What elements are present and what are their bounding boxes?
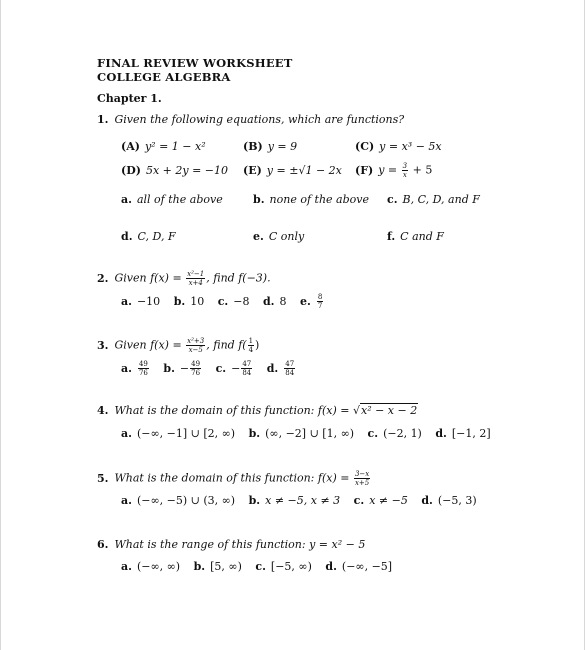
answer-1d <box>121 230 176 243</box>
fraction-denominator: 4 <box>248 346 254 354</box>
answers-6 <box>121 560 402 573</box>
answer-text: (−∞, −1] ∪ [2, ∞) <box>136 427 236 440</box>
answer-text: C, D, F <box>137 230 176 243</box>
function-pre: f(x) = <box>317 404 350 417</box>
answer-text: [5, ∞) <box>210 560 242 573</box>
equation-text-post: + 5 <box>412 163 433 177</box>
question-4 <box>97 404 418 417</box>
fraction <box>402 162 408 179</box>
answer-4b <box>249 427 354 440</box>
fraction-numerator: x²+3 <box>187 337 205 345</box>
answer-text: [−1, 2] <box>451 427 491 440</box>
equation-text: y = 9 <box>267 140 298 153</box>
answer-1c <box>387 193 480 206</box>
answers-2 <box>121 293 334 310</box>
equation-a <box>121 140 206 153</box>
fraction <box>186 270 205 287</box>
answer-3c <box>216 362 254 375</box>
answer-4c <box>368 427 422 440</box>
equation-label: (B) <box>243 140 263 153</box>
fraction <box>190 360 201 377</box>
question-number: 3. <box>97 338 109 352</box>
answer-label: b. <box>173 294 186 308</box>
answer-text: [−5, ∞) <box>270 560 312 573</box>
answer-2d <box>263 295 287 308</box>
answers-4 <box>121 427 501 440</box>
fraction <box>354 470 370 487</box>
answer-5c <box>354 494 408 507</box>
equation-label: (C) <box>355 140 375 153</box>
answer-text: 10 <box>190 294 205 308</box>
fraction-numerator: 1 <box>248 337 254 345</box>
question-text-pre: Given f(x) = <box>114 338 182 352</box>
worksheet-title <box>97 56 293 84</box>
radical-sign: √ <box>352 404 360 417</box>
answer-label: a. <box>121 361 132 375</box>
answer-label: b. <box>248 427 261 440</box>
answer-label: c. <box>255 560 266 573</box>
question-number: 5. <box>97 471 109 485</box>
answer-text: (−∞, −5) ∪ (3, ∞) <box>136 494 236 507</box>
fraction-denominator: 84 <box>242 369 252 377</box>
answer-6d <box>325 560 392 573</box>
fraction <box>317 293 323 310</box>
title-line-1: FINAL REVIEW WORKSHEET <box>97 56 293 70</box>
question-2 <box>97 270 271 287</box>
answer-1a <box>121 193 223 206</box>
answer-text: (−∞, ∞) <box>136 560 181 573</box>
title-line-2: COLLEGE ALGEBRA <box>97 70 231 84</box>
fraction <box>284 360 295 377</box>
fraction-numerator: 47 <box>242 360 252 368</box>
answer-5d <box>421 494 476 507</box>
chapter-heading: Chapter 1. <box>97 92 162 105</box>
answer-text: none of the above <box>269 193 369 206</box>
question-text-post: , find f(−3). <box>206 271 271 285</box>
function-pre: f(x) = <box>317 471 350 485</box>
answer-label: e. <box>300 294 311 308</box>
fraction-denominator: 76 <box>191 369 201 377</box>
equation-label: (E) <box>243 164 262 177</box>
answer-1e <box>253 230 304 243</box>
answer-text: (∞, −2] ∪ [1, ∞) <box>265 427 355 440</box>
equation-text-pre: y = <box>378 163 398 177</box>
answer-6a <box>121 560 180 573</box>
answer-2a <box>121 295 160 308</box>
answer-6c <box>255 560 312 573</box>
answer-2b <box>174 295 205 308</box>
fraction-denominator: 84 <box>285 369 295 377</box>
answer-label: b. <box>253 193 265 206</box>
answer-4a <box>121 427 235 440</box>
answer-text: all of the above <box>136 193 223 206</box>
question-6 <box>97 538 365 551</box>
answer-label: d. <box>266 361 279 375</box>
fraction-denominator: 76 <box>138 369 148 377</box>
answer-label: a. <box>121 560 132 573</box>
answer-label: b. <box>193 560 206 573</box>
equation-text: 5x + 2y = −10 <box>145 164 229 177</box>
answer-text: 8 <box>279 294 287 308</box>
answer-5b <box>249 494 341 507</box>
answer-text: C and F <box>400 230 444 243</box>
equation-b <box>243 140 297 153</box>
fraction-denominator: x <box>402 171 407 179</box>
fraction <box>241 360 252 377</box>
answers-3 <box>121 360 306 377</box>
answer-label: b. <box>248 494 261 507</box>
answer-label: a. <box>121 494 132 507</box>
answers-5 <box>121 494 487 507</box>
answer-text: −10 <box>136 294 161 308</box>
fraction-denominator: 7 <box>317 302 323 310</box>
question-text-pre: Given f(x) = <box>114 271 182 285</box>
question-text-post: , find f( <box>206 338 247 352</box>
question-number: 2. <box>97 271 109 285</box>
fraction-denominator: x+5 <box>354 479 370 487</box>
answer-1f <box>387 230 444 243</box>
function-text: y = x² − 5 <box>309 538 366 551</box>
answer-label: d. <box>121 230 133 243</box>
answer-label: d. <box>421 494 433 507</box>
fraction-denominator: x+4 <box>188 279 203 287</box>
answer-label: a. <box>121 193 132 206</box>
answer-label: e. <box>253 230 264 243</box>
fraction-numerator: 49 <box>191 360 201 368</box>
answer-label: a. <box>121 427 132 440</box>
equation-d <box>121 164 228 177</box>
answer-text: −8 <box>233 294 250 308</box>
fraction-numerator: 8 <box>317 293 323 301</box>
answer-label: c. <box>217 294 229 308</box>
question-text-close: ) <box>255 338 260 352</box>
argument-fraction <box>248 337 254 354</box>
answer-2e <box>300 295 324 308</box>
equation-label: (A) <box>121 140 140 153</box>
question-1 <box>97 113 404 126</box>
question-number: 4. <box>97 404 109 417</box>
fraction-denominator: x−5 <box>188 346 203 354</box>
answer-text: (−2, 1) <box>383 427 422 440</box>
fraction <box>186 337 205 354</box>
answer-label: c. <box>367 427 379 440</box>
equation-text: y = x³ − 5x <box>379 140 442 153</box>
answer-label: c. <box>353 494 365 507</box>
answer-text: C only <box>268 230 305 243</box>
answer-3b <box>163 362 202 375</box>
answer-3d <box>267 362 296 375</box>
fraction-numerator: 49 <box>138 360 148 368</box>
answer-text: x ≠ −5 <box>369 494 408 507</box>
answer-label: d. <box>325 560 337 573</box>
answer-5a <box>121 494 235 507</box>
fraction-numerator: 3−x <box>354 470 370 478</box>
answer-sign: − <box>231 361 241 375</box>
answer-label: d. <box>435 427 447 440</box>
answer-text: (−5, 3) <box>437 494 477 507</box>
answer-text: B, C, D, and F <box>402 193 480 206</box>
answer-sign: − <box>179 361 190 375</box>
answer-label: f. <box>387 230 396 243</box>
equation-label: (F) <box>355 163 374 177</box>
answer-label: c. <box>215 361 227 375</box>
fraction-numerator: 47 <box>285 360 295 368</box>
answer-3a <box>121 362 150 375</box>
answer-label: a. <box>121 294 132 308</box>
answer-1b <box>253 193 369 206</box>
fraction-numerator: 3 <box>402 162 408 170</box>
answer-2c <box>218 295 250 308</box>
fraction <box>138 360 149 377</box>
question-3 <box>97 337 259 354</box>
answer-label: c. <box>387 193 398 206</box>
question-number: 6. <box>97 538 109 551</box>
answer-text: (−∞, −5] <box>341 560 393 573</box>
answer-label: b. <box>163 361 175 375</box>
answer-4d <box>435 427 490 440</box>
answer-6b <box>194 560 242 573</box>
question-text: What is the range of this function: <box>114 538 306 551</box>
equation-label: (D) <box>121 164 141 177</box>
equation-text: y² = 1 − x² <box>144 140 206 153</box>
question-text: Given the following equations, which are functions? <box>114 113 405 126</box>
question-5 <box>97 470 371 487</box>
answer-label: d. <box>262 294 275 308</box>
equation-e <box>243 164 342 177</box>
fraction-numerator: x²−1 <box>187 270 205 278</box>
question-text: What is the domain of this function: <box>114 404 315 417</box>
radicand: x² − x − 2 <box>360 404 418 417</box>
question-text: What is the domain of this function: <box>114 471 315 485</box>
equation-c <box>355 140 442 153</box>
equation-f <box>355 162 432 179</box>
equation-text: y = ±√1 − 2x <box>266 164 342 177</box>
question-number: 1. <box>97 113 109 126</box>
answer-text: x ≠ −5, x ≠ 3 <box>265 494 341 507</box>
